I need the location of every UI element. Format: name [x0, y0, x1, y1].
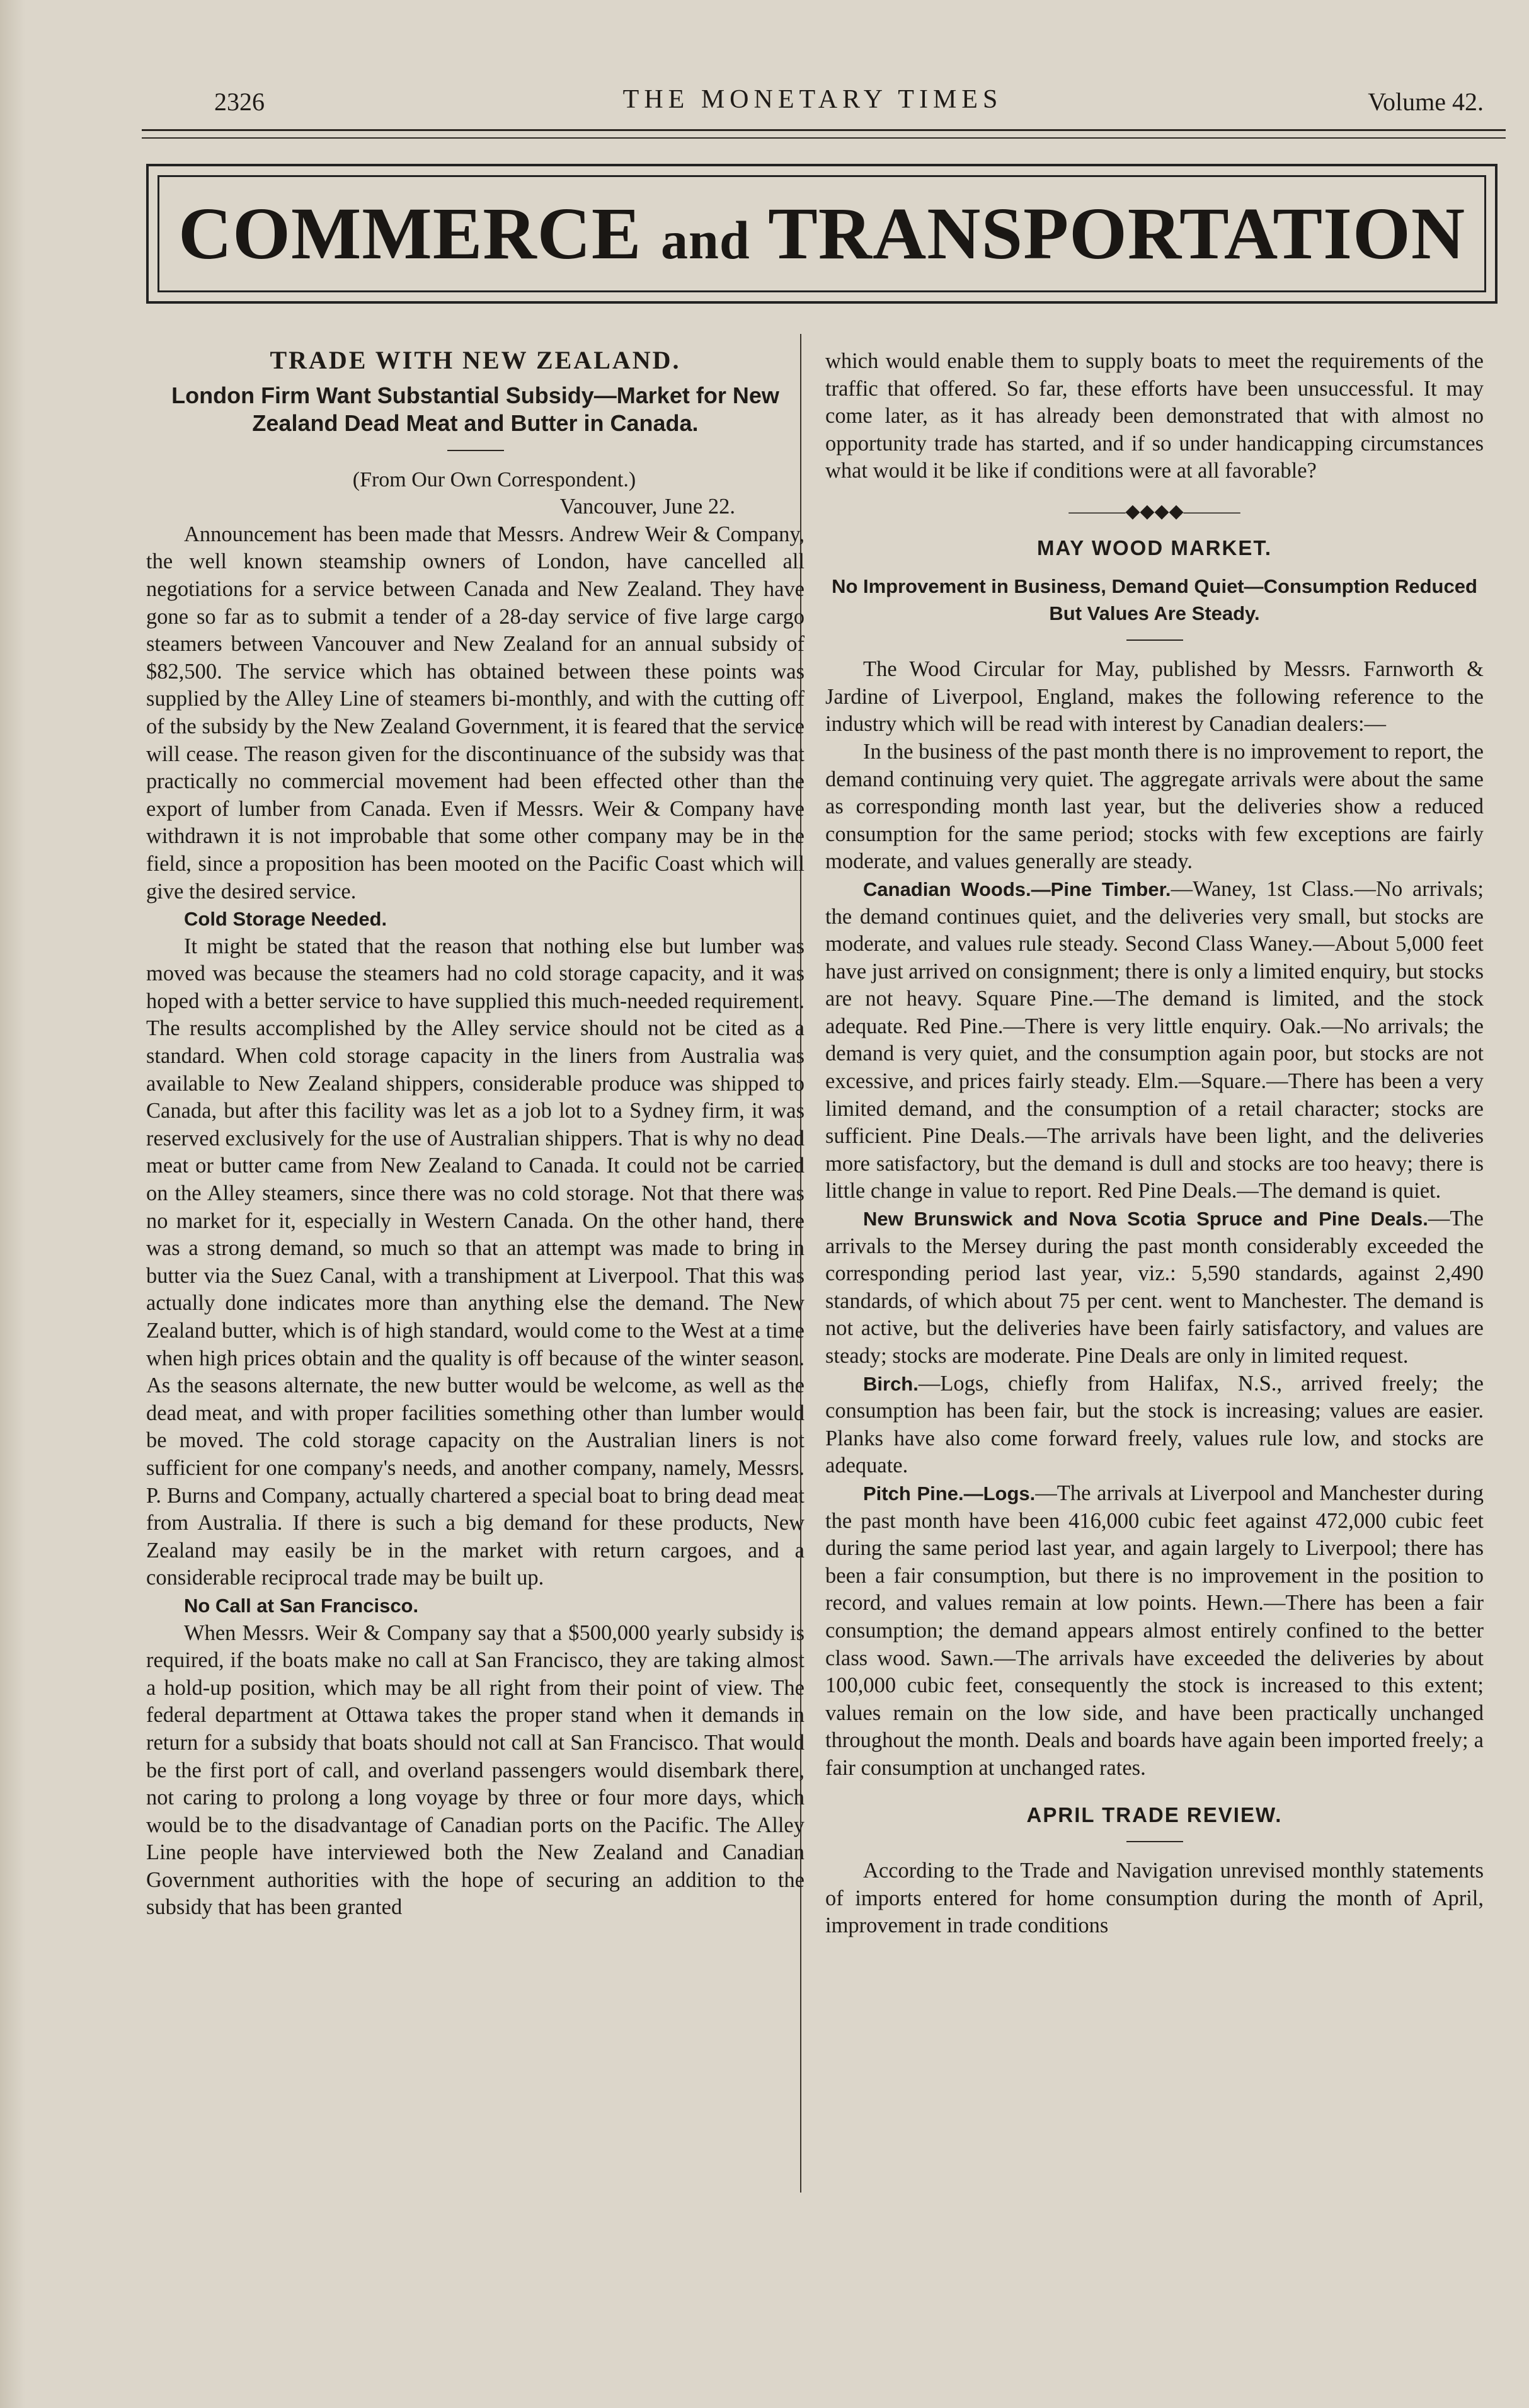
article-title-trade-new-zealand: TRADE WITH NEW ZEALAND. — [270, 346, 681, 374]
paragraph: Announcement has been made that Messrs. Andrew Weir & Company, the well known steamship owners of London, have cancelled all negotiations for a service between Canada and New Zealand. They have gone so far as to submit a tender of a 28-day service of five large cargo steamers between Vancouver and New Zealand for an annual subsidy of $82,500. The service which has obtained between these points was supplied by the Alley Line of steamers bi-monthly, and with the cutting off of the subsidy by the New Zealand Government, it is feared that the service will cease. The reason given for the discontinuance of the subsidy was that practically no commercial movement had been effected other than the export of lumber from Canada. Even if Messrs. Weir & Company have withdrawn it is not improbable that some other company may be in the field, since a proposition has been mooted on the Pacific Coast which will give the desired service. — [146, 522, 805, 903]
paragraph-text: —The arrivals at Liverpool and Manchester during the past month have been 416,000 cubic feet against 472,000 cubic feet during the same period last year, and again largely to Liverpool; there has been a fair consumption, but there is no improvement in the position to record, and values remain at low points. Hewn.—There has been a fair consumption; the demand appears almost entirely confined to the better class wood. Sawn.—The arrivals have exceeded the deliveries by about 100,000 cubic feet, consequently the stock is increased to this extent; values remain on the low side, and have been practically unchanged throughout the month. Deals and boards have again been imported freely; a fair consumption at unchanged rates. — [825, 1481, 1484, 1780]
article-subtitle: No Improvement in Business, Demand Quiet—Consumption Reduced But Values Are Steady. — [832, 575, 1477, 625]
inline-head-pitch-pine: Pitch Pine.—Logs. — [863, 1482, 1036, 1505]
paragraph: The Wood Circular for May, published by Messrs. Farnworth & Jardine of Liverpool, England, makes the following reference to the industry which will be read with interest by Canadian dealers:— — [825, 657, 1484, 737]
banner-word-transportation: TRANSPORTATION — [768, 192, 1466, 275]
subhead-cold-storage: Cold Storage Needed. — [184, 908, 387, 931]
page-number: 2326 — [214, 88, 265, 116]
inline-head-new-brunswick: New Brunswick and Nova Scotia Spruce and Pine Deals. — [863, 1208, 1428, 1230]
article-title-may-wood-market: MAY WOOD MARKET. — [1036, 536, 1273, 559]
short-rule — [1126, 639, 1183, 641]
paragraph: When Messrs. Weir & Company say that a $500,000 yearly subsidy is required, if the boats make no call at San Francisco, they are taking almost a hold-up position, which may be all right from their point of view. The federal department at Ottawa takes the proper stand when it demands in return for a subsidy that boats should not call at San Francisco. That would be the first port of call, and overland passengers would disembark there, not caring to prolong a long voyage by three or four more days, which would be to the disadvantage of Canadian ports on the Pacific. The Alley Line people have interviewed both the New Zealand and Canadian Government authorities with the hope of securing an addition to the subsidy that has been granted — [146, 1620, 805, 1920]
inline-head-birch: Birch. — [863, 1372, 919, 1395]
paragraph — [825, 1370, 1484, 1480]
banner-word-commerce: COMMERCE — [178, 192, 642, 275]
header-rule — [142, 129, 1506, 131]
volume-label: Volume 42. — [1368, 88, 1484, 116]
paragraph — [825, 876, 1484, 1205]
article-subtitle: London Firm Want Substantial Subsidy—Market for New Zealand Dead Meat and Butter in Canada. — [171, 382, 779, 436]
journal-title: THE MONETARY TIMES — [622, 85, 1003, 114]
section-banner — [146, 164, 1498, 304]
ornament-divider: ———◆◆◆◆——— — [1068, 500, 1240, 522]
subhead-no-call-san-francisco: No Call at San Francisco. — [184, 1594, 419, 1617]
paragraph-continued: which would enable them to supply boats to meet the requirements of the traffic that offered. So far, these efforts have been unsuccessful. It may come later, as it has already been demonstrated that with almost no opportunity trade has started, and if so under handicapping circumstances what would it be like if conditions were at all favorable? — [825, 349, 1484, 483]
left-column — [146, 340, 805, 1922]
inline-head-canadian-woods: Canadian Woods.—Pine Timber. — [863, 878, 1171, 900]
section-banner-inner-frame — [157, 175, 1486, 292]
page-edge-shadow — [0, 0, 25, 2408]
paragraph-text: —The arrivals to the Mersey during the past month considerably exceeded the corresponding period last year, viz.: 5,590 standards, against 2,490 standards, of which about 75 per cent. went to Manchester. The demand is not active, but the deliveries have been fairly satisfactory, and values are steady; stocks are moderate. Pine Deals are only in limited request. — [825, 1207, 1484, 1368]
paragraph: In the business of the past month there is no improvement to report, the demand continuing very quiet. The aggregate arrivals were about the same as corresponding month last year, but the deliveries show a reduced consumption for the same period; stocks with few exceptions are fairly moderate, and values generally are steady. — [825, 739, 1484, 874]
paragraph — [825, 1205, 1484, 1370]
paragraph: It might be stated that the reason that nothing else but lumber was moved was because the steamers had no cold storage capacity, and it was hoped with a better service to have supplied this much-needed requirement. The results accomplished by the Alley service should not be cited as a standard. When cold storage capacity in the liners from Australia was available to New Zealand shippers, considerable produce was shipped to Canada, but after this facility was let as a job lot to a Sydney firm, it was reserved exclusively for the use of Australian shippers. That is why no dead meat or butter came from New Zealand to Canada. It could not be carried on the Alley steamers, since there was no cold storage. Not that there was no market for it, especially in Western Canada. On the other hand, there was a strong demand, so much so that an attempt was made to bring in butter via the Suez Canal, with a transhipment at Liverpool. That this was actually done indicates more than anything else the demand. The New Zealand butter, which is of high standard, would come to the West at a time when high prices obtain and the quality is off because of the winter season. As the seasons alternate, the new butter would be welcome, as well as the dead meat, and with proper facilities something other than lumber would be moved. The cold storage capacity on the Australian liners is not sufficient for one company's needs, and another company, namely, Messrs. P. Burns and Company, actually chartered a special boat to bring dead meat from Australia. If there is such a big demand for these products, New Zealand may easily be in the market with return cargoes, and a considerable reciprocal trade may be built up. — [146, 934, 805, 1590]
paragraph — [825, 1480, 1484, 1782]
paragraph-text: —Waney, 1st Class.—No arrivals; the demand continues quiet, and the deliveries very small, but stocks are moderate, and values rule steady. Second Class Waney.—About 5,000 feet have just arrived on consignment; there is only a limited enquiry, but stocks are not heavy. Square Pine.—The demand is limited, and the stock adequate. Red Pine.—There is very little enquiry. Oak.—No arrivals; the demand is very quiet, and the consumption again poor, but stocks are not excessive, and prices fairly steady. Elm.—Square.—There has been a very limited demand, and the consumption of a retail character; stocks are sufficient. Pine Deals.—The arrivals have been light, and the deliveries more satisfactory, but the demand is dull and stocks are too heavy; there is little change in value to report. Red Pine Deals.—The demand is quiet. — [825, 876, 1484, 1203]
dateline: Vancouver, June 22. — [559, 495, 735, 519]
banner-word-and: and — [661, 210, 750, 270]
section-banner-title — [178, 191, 1465, 277]
right-column — [825, 348, 1484, 1940]
header-rule-thin — [142, 137, 1506, 139]
paragraph: According to the Trade and Navigation unrevised monthly statements of imports entered for home consumption during the month of April, improvement in trade conditions — [825, 1859, 1484, 1938]
article-title-april-trade-review: APRIL TRADE REVIEW. — [1026, 1803, 1283, 1826]
running-head — [142, 81, 1484, 125]
short-rule — [447, 450, 504, 451]
short-rule — [1126, 1841, 1183, 1842]
paragraph-text: —Logs, chiefly from Halifax, N.S., arrived freely; the consumption has been fair, but the stock is increasing; values are easier. Planks have also come forward freely, values rule low, and stocks are adequate. — [825, 1371, 1484, 1478]
correspondent-credit: (From Our Own Correspondent.) — [352, 467, 636, 491]
